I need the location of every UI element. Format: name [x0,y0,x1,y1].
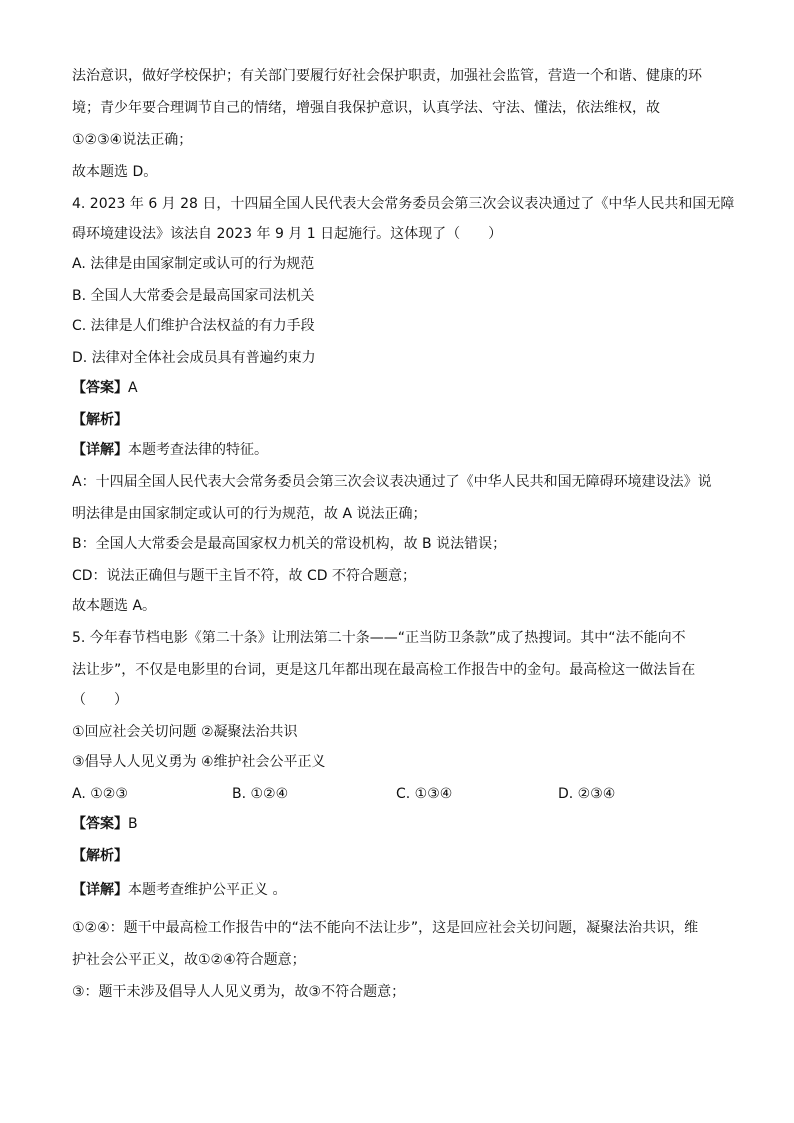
question-5-stem: 5. 今年春节档电影《第二十条》让刑法第二十条——“正当防卫条款”成了热搜词。其中“法不能向不 [72,630,686,646]
text-line: ①②③④说法正确； [72,132,193,148]
detail-text: 本题考查维护公平正义 。 [128,882,287,898]
explanation-line: B：全国人大常委会是最高国家权力机关的常设机构，故 B 说法错误； [72,536,507,552]
option-b: B. ①②④ [232,786,289,802]
statement-list: ③倡导人人见义勇为 ④维护社会公平正义 [72,754,326,770]
option-c: C. 法律是人们维护合法权益的有力手段 [72,318,315,334]
explanation-line: A：十四届全国人民代表大会常务委员会第三次会议表决通过了《中华人民共和国无障碍环境建设法》说 [72,474,712,490]
detail-line [72,440,732,460]
analysis-tag: 【解析】 [72,412,128,428]
question-4-stem-cont: 碍环境建设法》该法自 2023 年 9 月 1 日起施行。这体现了（ ） [72,226,503,242]
question-4-stem: 4. 2023 年 6 月 28 日，十四届全国人民代表大会常务委员会第三次会议表决通过了《中华人民共和国无障 [72,196,735,212]
analysis-line [72,410,732,430]
option-d: D. 法律对全体社会成员具有普遍约束力 [72,350,316,366]
explanation-line: ①②④：题干中最高检工作报告中的“法不能向不法让步”，这是回应社会关切问题，凝聚法治共识，维 [72,920,699,936]
option-d: D. ②③④ [558,786,616,802]
explanation-line: CD：说法正确但与题干主旨不符，故 CD 不符合题意； [72,568,417,584]
detail-line [72,880,732,900]
answer-value: B [128,816,138,832]
explanation-line: 护社会公平正义，故①②④符合题意； [72,952,306,968]
question-5-blank: （ ） [72,692,128,708]
detail-text: 本题考查法律的特征。 [128,442,268,458]
detail-tag: 【详解】 [72,442,128,458]
answer-tag: 【答案】 [72,816,128,832]
conclusion-line: 故本题选 A。 [72,598,157,614]
answer-line [72,378,732,398]
explanation-line: 明法律是由国家制定或认可的行为规范，故 A 说法正确； [72,506,427,522]
answer-value: A [128,380,138,396]
text-line: 境；青少年要合理调节自己的情绪，增强自我保护意识，认真学法、守法、懂法，依法维权，故 [72,100,660,116]
analysis-tag: 【解析】 [72,848,128,864]
question-5-stem-cont: 法让步”，不仅是电影里的台词，更是这几年都出现在最高检工作报告中的金句。最高检这一做法旨在 [72,662,696,678]
detail-tag: 【详解】 [72,882,128,898]
text-line: 法治意识，做好学校保护；有关部门要履行好社会保护职责，加强社会监管，营造一个和谐、健康的环 [72,68,702,84]
statement-list: ①回应社会关切问题 ②凝聚法治共识 [72,724,298,740]
answer-tag: 【答案】 [72,380,128,396]
option-b: B. 全国人大常委会是最高国家司法机关 [72,288,315,304]
question-5-options [72,784,732,804]
option-a: A. ①②③ [72,786,128,802]
explanation-line: ③：题干未涉及倡导人人见义勇为，故③不符合题意； [72,984,406,1000]
analysis-line [72,846,732,866]
answer-line [72,814,732,834]
conclusion-line: 故本题选 D。 [72,164,158,180]
option-a: A. 法律是由国家制定或认可的行为规范 [72,256,315,272]
option-c: C. ①③④ [396,786,453,802]
